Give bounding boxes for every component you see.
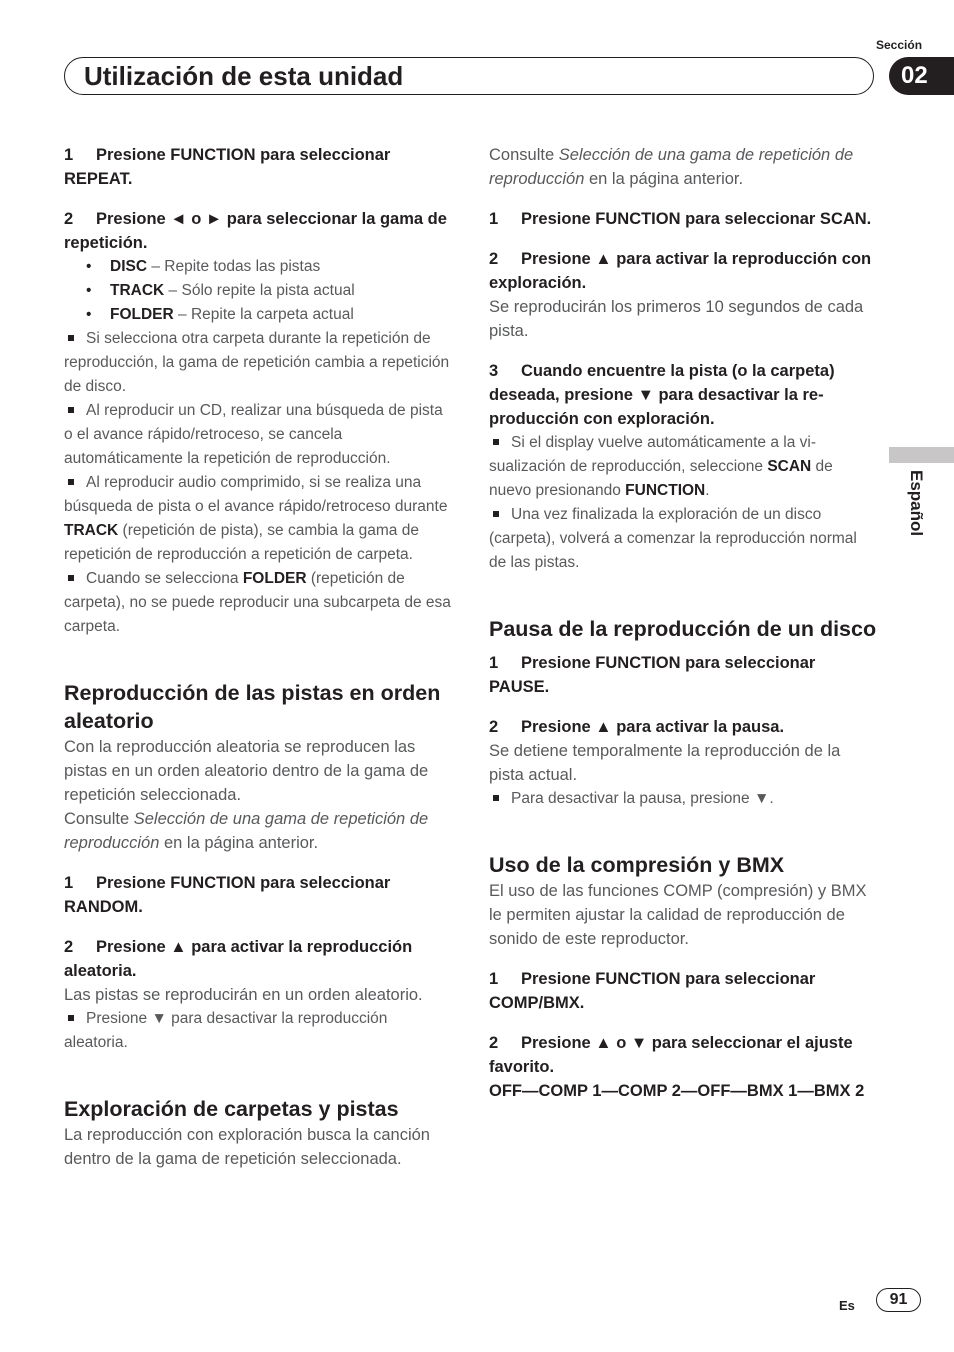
paragraph: Con la reproducción aleatoria se reproducen las pistas en un orden aleatorio dentro de la gama de repetición seleccionada. (64, 738, 429, 804)
square-bullet-icon (68, 575, 74, 581)
square-bullet-icon (493, 795, 499, 801)
heading-comp: Uso de la compresión y BMX (489, 853, 785, 877)
paragraph: Las pistas se reproducirán en un orden aleatorio. (64, 986, 423, 1004)
step-random-1: 1 Presione FUNCTION para seleccionar RANDOM. (64, 874, 391, 916)
paragraph: Se reproducirán los primeros 10 segundos de cada pista. (489, 298, 864, 340)
square-bullet-icon (68, 479, 74, 485)
section-label: Sección (876, 38, 923, 52)
square-bullet-icon (68, 407, 74, 413)
step-repeat-1: 1 Presione FUNCTION para seleccionar REPEAT. (64, 146, 391, 188)
note: Presione ▼ para desactivar la reproducción aleatoria. (64, 1010, 388, 1051)
step-random-2: 2 Presione ▲ para activar la reproducción aleatoria. (64, 938, 413, 980)
language-tab (889, 447, 954, 463)
heading-random: Reproducción de las pistas en orden aleatorio (64, 681, 441, 733)
note: Al reproducir audio comprimido, si se realiza una búsqueda de pista o el avance rápido/retroceso durante TRACK (repetición de pista), se cambia la gama de repetición de reproducción a repetición de carpeta. (64, 474, 448, 563)
section-number-tab: 02 (889, 57, 954, 95)
note: Si selecciona otra carpeta durante la repetición de reproducción, la gama de repetición cambia a repetición de disco. (64, 330, 450, 395)
step-comp-1: 1 Presione FUNCTION para seleccionar COMP/BMX. (489, 970, 816, 1012)
left-column (64, 143, 452, 1171)
step-pause-2: 2 Presione ▲ para activar la pausa. (489, 718, 785, 736)
note: Para desactivar la pausa, presione ▼. (489, 787, 877, 811)
square-bullet-icon (493, 439, 499, 445)
list-item: • DISC – Repite todas las pistas (64, 255, 452, 279)
square-bullet-icon (493, 511, 499, 517)
page-title: Utilización de esta unidad (84, 61, 404, 91)
note: Al reproducir un CD, realizar una búsqueda de pista o el avance rápido/retroceso, se cancela automáticamente la repetición de reproducción. (64, 402, 443, 467)
heading-pause: Pausa de la reproducción de un disco (489, 617, 877, 641)
note: Si el display vuelve automáticamente a la visualización de reproducción, seleccione SCAN de nuevo presionando FUNCTION. (489, 434, 833, 499)
comp-sequence: OFF—COMP 1—COMP 2—OFF—BMX 1—BMX 2 (489, 1082, 865, 1100)
step-comp-2: 2 Presione ▲ o ▼ para seleccionar el ajuste favorito. (489, 1034, 853, 1076)
note: Una vez finalizada la exploración de un disco (carpeta), volverá a comenzar la reproducción normal de las pistas. (489, 506, 857, 571)
square-bullet-icon (68, 335, 74, 341)
paragraph: Consulte Selección de una gama de repetición de reproducción en la página anterior. (64, 810, 429, 852)
repeat-options-list (64, 255, 452, 327)
language-code: Es (839, 1298, 855, 1313)
step-pause-1: 1 Presione FUNCTION para seleccionar PAUSE. (489, 654, 816, 696)
heading-scan: Exploración de carpetas y pistas (64, 1097, 399, 1121)
paragraph: La reproducción con exploración busca la canción dentro de la gama de repetición seleccionada. (64, 1126, 430, 1168)
step-scan-3: 3 Cuando encuentre la pista (o la carpeta) deseada, presione ▼ para desactivar la reproducción con exploración. (489, 362, 835, 428)
paragraph: El uso de las funciones COMP (compresión) y BMX le permiten ajustar la calidad de reproducción de sonido de este reproductor. (489, 882, 867, 948)
step-repeat-2: 2 Presione ◄ o ► para seleccionar la gama de repetición. (64, 210, 447, 252)
right-column (489, 143, 877, 1103)
square-bullet-icon (68, 1015, 74, 1021)
language-label: Español (907, 470, 926, 537)
paragraph: Se detiene temporalmente la reproducción de la pista actual. (489, 742, 841, 784)
page-number: 91 (876, 1288, 921, 1312)
list-item: • FOLDER – Repite la carpeta actual (64, 303, 452, 327)
note: Cuando se selecciona FOLDER (repetición de carpeta), no se puede reproducir una subcarpeta de esa carpeta. (64, 570, 451, 635)
step-scan-2: 2 Presione ▲ para activar la reproducción con exploración. (489, 250, 872, 292)
list-item: • TRACK – Sólo repite la pista actual (64, 279, 452, 303)
paragraph: Consulte Selección de una gama de repetición de reproducción en la página anterior. (489, 146, 854, 188)
step-scan-1: 1 Presione FUNCTION para seleccionar SCAN. (489, 210, 872, 228)
